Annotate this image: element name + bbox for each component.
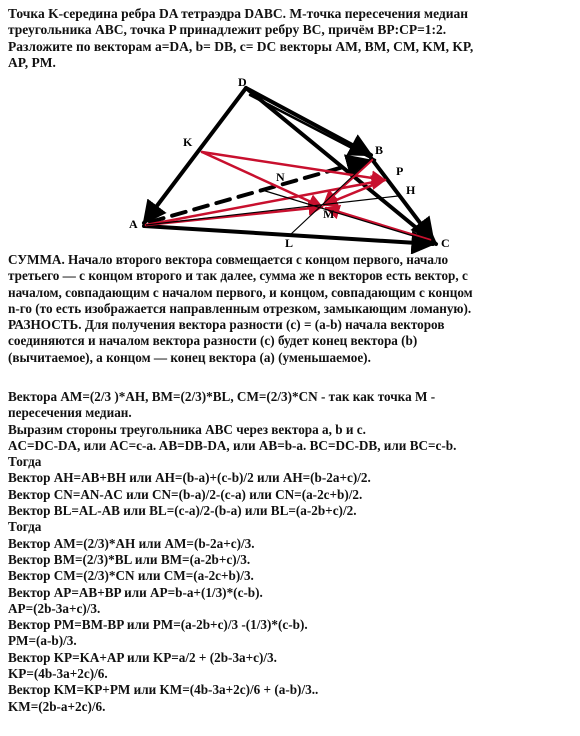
solution-line: Вектор BM=(2/3)*BL или BM=(a-2b+c)/3.	[8, 551, 251, 567]
solution-line: пересечения медиан.	[8, 405, 132, 421]
solution-line: Вектора AM=(2/3 )*AH, BM=(2/3)*BL, CM=(2/3)*CN - так как точка M -	[8, 389, 436, 404]
theory-line: РАЗНОСТЬ. Для получения вектора разности (c) = (a-b) начала векторов	[8, 317, 445, 333]
theory-line: n-го (то есть изображается направленным отрезком, замыкающим ломаную).	[8, 300, 472, 316]
theory-line: третьего — с концом второго и так далее, сумма же n векторов есть вектор, с	[8, 268, 468, 284]
point-label-L: L	[285, 236, 294, 250]
point-label-P: P	[396, 164, 404, 178]
solution-line: Выразим стороны треугольника ABC через вектора a, b и c.	[8, 421, 366, 437]
solution-line: KP=(4b-3a+2c)/6.	[8, 666, 108, 682]
point-label-C: C	[441, 236, 450, 250]
solution-line: Вектор BL=AL-AB или BL=(c-a)/2-(b-a) или BL=(a-2b+c)/2.	[8, 503, 357, 519]
solution-line: Вектор AP=AB+BP или AP=b-a+(1/3)*(c-b).	[8, 584, 263, 600]
problem-line: AP, PM.	[8, 54, 56, 70]
point-label-A: A	[129, 217, 138, 231]
theory-line: соединяются и началом вектора разности (c) будет конец вектора (b)	[8, 333, 418, 349]
point-label-K: K	[183, 135, 193, 149]
solution-line: Тогда	[8, 454, 42, 470]
point-label-H: H	[406, 183, 416, 197]
theory-section	[8, 252, 574, 366]
point-label-B: B	[375, 143, 384, 157]
edge-DB	[246, 88, 371, 155]
solution-line: PM=(a-b)/3.	[8, 633, 77, 649]
solution-line: AC=DC-DA, или AC=c-a. AB=DB-DA, или AB=b-a. BC=DC-DB, или BC=c-b.	[8, 437, 457, 453]
solution-line: Вектор KP=KA+AP или KP=a/2 + (2b-3a+c)/3.	[8, 649, 277, 665]
solution-line: KM=(2b-a+2c)/6.	[8, 698, 106, 714]
solution-line: Тогда	[8, 519, 42, 535]
tetrahedron-figure	[118, 76, 458, 254]
point-label-M: M	[323, 207, 335, 221]
theory-line: СУММА. Начало второго вектора совмещается с концом первого, начало	[8, 252, 449, 267]
problem-line: Разложите по векторам a=DA, b= DB, c= DC векторы AM, BM, CM, KM, KP,	[8, 38, 474, 54]
solution-line: Вектор PM=BM-BP или PM=(a-2b+c)/3 -(1/3)*(c-b).	[8, 617, 308, 633]
problem-line: треугольника ABC, точка P принадлежит ребру BC, причём BP:CP=1:2.	[8, 22, 447, 38]
solution-line: Вектор AH=AB+BH или AH=(b-a)+(c-b)/2 или AH=(b-2a+c)/2.	[8, 470, 371, 486]
solution-line: Вектор AM=(2/3)*AH или AM=(b-2a+c)/3.	[8, 535, 255, 551]
vector-KP	[202, 152, 385, 180]
solution-line: Вектор CM=(2/3)*CN или CM=(a-2c+b)/3.	[8, 568, 254, 584]
theory-line: началом, совпадающим с началом первого, и концом, совпадающим с концом	[8, 284, 473, 300]
point-label-D: D	[238, 76, 247, 89]
problem-statement	[8, 6, 574, 71]
theory-line: (вычитаемое), а концом — конец вектора (a) (уменьшаемое).	[8, 349, 371, 365]
solution-section	[8, 389, 574, 715]
solution-line: Вектор CN=AN-AC или CN=(b-a)/2-(c-a) или CN=(a-2c+b)/2.	[8, 486, 363, 502]
point-label-N: N	[276, 170, 285, 184]
vector-AP	[146, 180, 385, 225]
solution-line: Вектор KM=KP+PM или KM=(4b-3a+2c)/6 + (a-b)/3..	[8, 682, 319, 698]
problem-line: Точка K-середина ребра DA тетраэдра DABC. M-точка пересечения медиан	[8, 6, 469, 21]
solution-line: AP=(2b-3a+c)/3.	[8, 600, 101, 616]
edge-DC-inner	[250, 95, 375, 160]
